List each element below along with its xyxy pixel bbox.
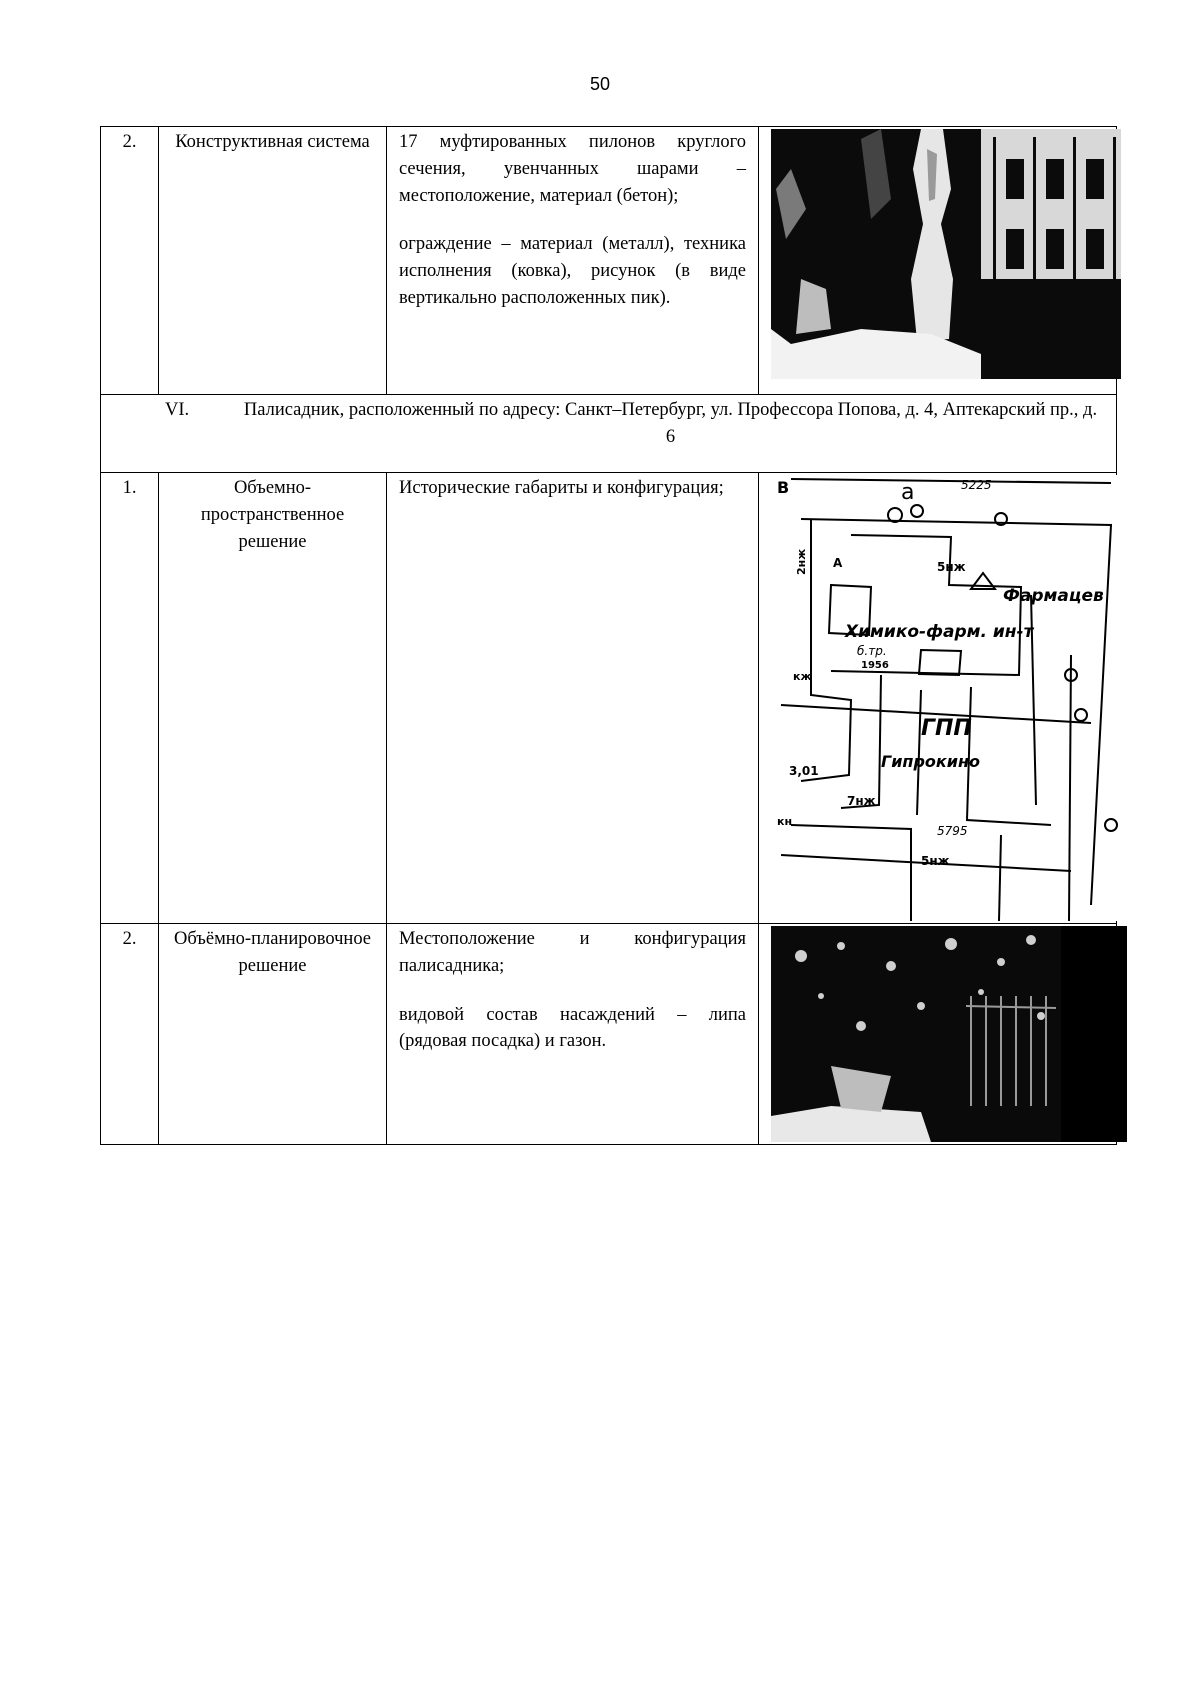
document-table [100,126,1117,1145]
map-label: 5нж [921,854,950,868]
row-number: 1. [101,473,159,924]
section-title: Палисадник, расположенный по адресу: Санкт–Петербург, ул. Профессора Попова, д. 4, Аптекарский пр., д. 6 [243,400,1098,447]
table-row [101,473,1117,924]
description-paragraph: 17 муфтированных пилонов круглого сечения, увенчанных шарами – местоположение, материал (бетон); [399,132,746,206]
map-label: а [901,480,915,505]
map-label: 1956 [861,660,889,671]
description-paragraph: видовой состав насаждений – липа (рядовая посадка) и газон. [399,1004,746,1052]
map-label: кж [793,670,812,683]
table-row [101,127,1117,395]
description-paragraph: Исторические габариты и конфигурация; [399,478,724,498]
garden-photo [771,926,1127,1142]
map-label: 5225 [961,478,992,492]
row-description [387,924,759,1145]
description-paragraph: Местоположение и конфигурация палисадника; [399,929,746,976]
row-name: Объемно-пространственное решение [159,473,387,924]
row-number: 2. [101,924,159,1145]
site-plan-map [771,475,1127,921]
photo-cell [759,924,1117,1145]
map-label: 3,01 [789,764,819,778]
description-paragraph: ограждение – материал (металл), техника исполнения (ковка), рисунок (в виде вертикально расположенных пик). [399,234,746,309]
row-number: 2. [101,127,159,395]
map-label: ГПП [921,716,972,741]
map-label: Фармацев [1003,586,1104,606]
map-label: Гипрокино [881,752,981,771]
section-number: VI. [165,400,190,420]
map-label: 7нж [847,794,876,808]
map-label: В [777,478,790,497]
map-label: б.тр. [857,644,887,658]
page-number: 50 [589,74,611,94]
photo-cell [759,127,1117,395]
map-label: А [833,556,843,570]
row-description [387,473,759,924]
row-name: Конструктивная система [159,127,387,395]
row-name: Объёмно-планировочное решение [159,924,387,1145]
row-description [387,127,759,395]
map-label: 5795 [937,824,968,838]
table-row [101,924,1117,1145]
section-cell [101,395,1117,473]
map-label: 2нж [795,548,808,575]
map-label: Химико-фарм. ин-т [845,622,1034,642]
pillar-photo [771,129,1121,379]
map-label: кн [777,815,793,828]
map-label: 5нж [937,560,966,574]
map-cell [759,473,1117,924]
section-row [101,395,1117,473]
